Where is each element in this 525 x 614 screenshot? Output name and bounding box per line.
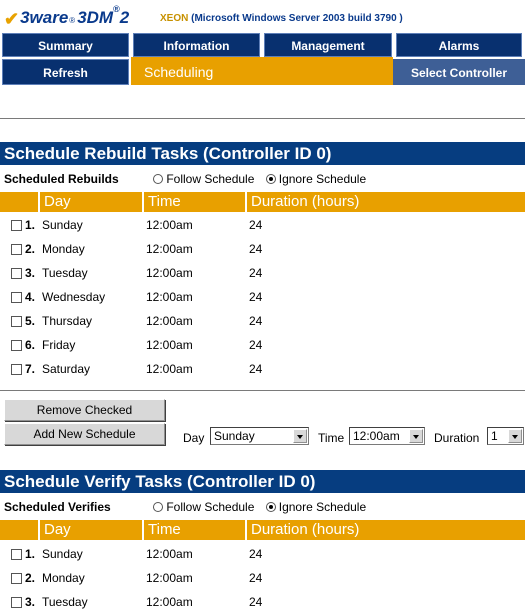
nav-refresh[interactable]: Refresh [2, 59, 129, 85]
row-number: 3. [25, 266, 36, 280]
row-time: 12:00am [146, 218, 193, 232]
day-select[interactable] [210, 427, 309, 445]
nav-alarms[interactable]: Alarms [396, 33, 522, 57]
option-label: Ignore Schedule [278, 500, 367, 514]
row-day: Friday [42, 338, 76, 352]
row-checkbox[interactable] [11, 292, 22, 303]
row-day: Monday [42, 571, 85, 585]
row-checkbox[interactable] [11, 573, 22, 584]
row-day: Saturday [42, 362, 91, 376]
row-time: 12:00am [146, 362, 193, 376]
table-row [0, 261, 525, 285]
row-duration: 24 [249, 218, 263, 232]
divider [0, 390, 525, 391]
row-day: Thursday [42, 314, 93, 328]
table-row [0, 542, 525, 566]
logo-version: 2 [119, 8, 130, 27]
row-duration: 24 [249, 290, 263, 304]
row-duration: 24 [249, 338, 263, 352]
time-select-value: 12:00am [353, 429, 400, 443]
chevron-down-icon[interactable] [293, 429, 307, 443]
rebuild-section-title: Schedule Rebuild Tasks (Controller ID 0) [0, 142, 525, 165]
table-row [0, 590, 525, 614]
col-day: Day [38, 192, 71, 212]
radio-button[interactable] [153, 502, 163, 512]
chevron-down-icon[interactable] [508, 429, 522, 443]
table-row [0, 213, 525, 237]
row-number: 5. [25, 314, 36, 328]
time-select[interactable] [349, 427, 425, 445]
row-number: 4. [25, 290, 36, 304]
col-duration: Duration (hours) [245, 520, 359, 540]
row-duration: 24 [249, 595, 263, 609]
radio-button[interactable] [153, 174, 163, 184]
duration-select[interactable] [487, 427, 524, 445]
row-time: 12:00am [146, 242, 193, 256]
host-name: XEON [160, 13, 189, 24]
row-checkbox[interactable] [11, 220, 22, 231]
verify-follow-option[interactable] [153, 498, 254, 516]
col-duration: Duration (hours) [245, 192, 359, 212]
row-day: Sunday [42, 218, 83, 232]
verify-schedule-mode [4, 498, 514, 516]
logo-registered-mark: ® [69, 16, 76, 25]
logo-product: 3DM [77, 8, 114, 27]
rebuild-label: Scheduled Rebuilds [4, 172, 119, 186]
row-number: 1. [25, 218, 36, 232]
radio-button-selected[interactable] [266, 502, 276, 512]
row-time: 12:00am [146, 547, 193, 561]
day-select-value: Sunday [214, 429, 255, 443]
time-label: Time [318, 431, 345, 445]
row-duration: 24 [249, 314, 263, 328]
nav-information[interactable]: Information [133, 33, 260, 57]
row-checkbox[interactable] [11, 364, 22, 375]
row-number: 2. [25, 571, 36, 585]
row-number: 2. [25, 242, 36, 256]
option-label: Ignore Schedule [278, 172, 367, 186]
verify-section-title: Schedule Verify Tasks (Controller ID 0) [0, 470, 525, 493]
rebuild-table-header [0, 192, 525, 212]
row-day: Tuesday [42, 266, 88, 280]
col-time: Time [142, 520, 181, 540]
nav-scheduling[interactable]: Scheduling [131, 57, 393, 85]
row-day: Wednesday [42, 290, 106, 304]
row-number: 3. [25, 595, 36, 609]
logo-brand: 3ware [20, 8, 69, 27]
row-day: Tuesday [42, 595, 88, 609]
check-logo-icon: ✔ [4, 9, 20, 29]
table-row [0, 237, 525, 261]
row-duration: 24 [249, 571, 263, 585]
row-duration: 24 [249, 266, 263, 280]
row-day: Monday [42, 242, 85, 256]
row-checkbox[interactable] [11, 244, 22, 255]
day-label: Day [183, 431, 205, 445]
radio-button-selected[interactable] [266, 174, 276, 184]
option-label: Follow Schedule [166, 500, 255, 514]
chevron-down-icon[interactable] [409, 429, 423, 443]
nav-summary[interactable]: Summary [2, 33, 129, 57]
rebuild-ignore-option[interactable] [266, 170, 366, 188]
table-row [0, 309, 525, 333]
table-row [0, 333, 525, 357]
rebuild-follow-option[interactable] [153, 170, 254, 188]
row-time: 12:00am [146, 314, 193, 328]
row-time: 12:00am [146, 595, 193, 609]
logo-superscript: ® [113, 4, 120, 14]
verify-table-header [0, 520, 525, 540]
row-checkbox[interactable] [11, 549, 22, 560]
row-time: 12:00am [146, 266, 193, 280]
row-number: 1. [25, 547, 36, 561]
host-build: (Microsoft Windows Server 2003 build 3790 ) [191, 13, 403, 24]
table-row [0, 357, 525, 381]
table-row [0, 285, 525, 309]
nav-select-controller[interactable]: Select Controller [393, 59, 525, 85]
row-number: 6. [25, 338, 36, 352]
app-logo [4, 6, 129, 28]
remove-checked-button[interactable]: Remove Checked [4, 399, 165, 421]
row-checkbox[interactable] [11, 316, 22, 327]
row-checkbox[interactable] [11, 340, 22, 351]
nav-row-main [0, 33, 525, 59]
verify-label: Scheduled Verifies [4, 500, 111, 514]
row-time: 12:00am [146, 571, 193, 585]
row-checkbox[interactable] [11, 597, 22, 608]
row-time: 12:00am [146, 338, 193, 352]
row-checkbox[interactable] [11, 268, 22, 279]
host-info [160, 13, 403, 24]
row-duration: 24 [249, 362, 263, 376]
rebuild-schedule-mode [4, 170, 514, 188]
table-row [0, 566, 525, 590]
row-duration: 24 [249, 242, 263, 256]
row-time: 12:00am [146, 290, 193, 304]
option-label: Follow Schedule [166, 172, 255, 186]
duration-label: Duration [434, 431, 480, 445]
col-time: Time [142, 192, 181, 212]
duration-select-value: 1 [491, 429, 498, 443]
nav-management[interactable]: Management [264, 33, 392, 57]
add-new-schedule-button[interactable]: Add New Schedule [4, 423, 165, 445]
col-day: Day [38, 520, 71, 540]
divider [0, 118, 525, 119]
row-day: Sunday [42, 547, 83, 561]
verify-ignore-option[interactable] [266, 498, 366, 516]
row-number: 7. [25, 362, 36, 376]
row-duration: 24 [249, 547, 263, 561]
nav-row-sub [0, 59, 525, 85]
